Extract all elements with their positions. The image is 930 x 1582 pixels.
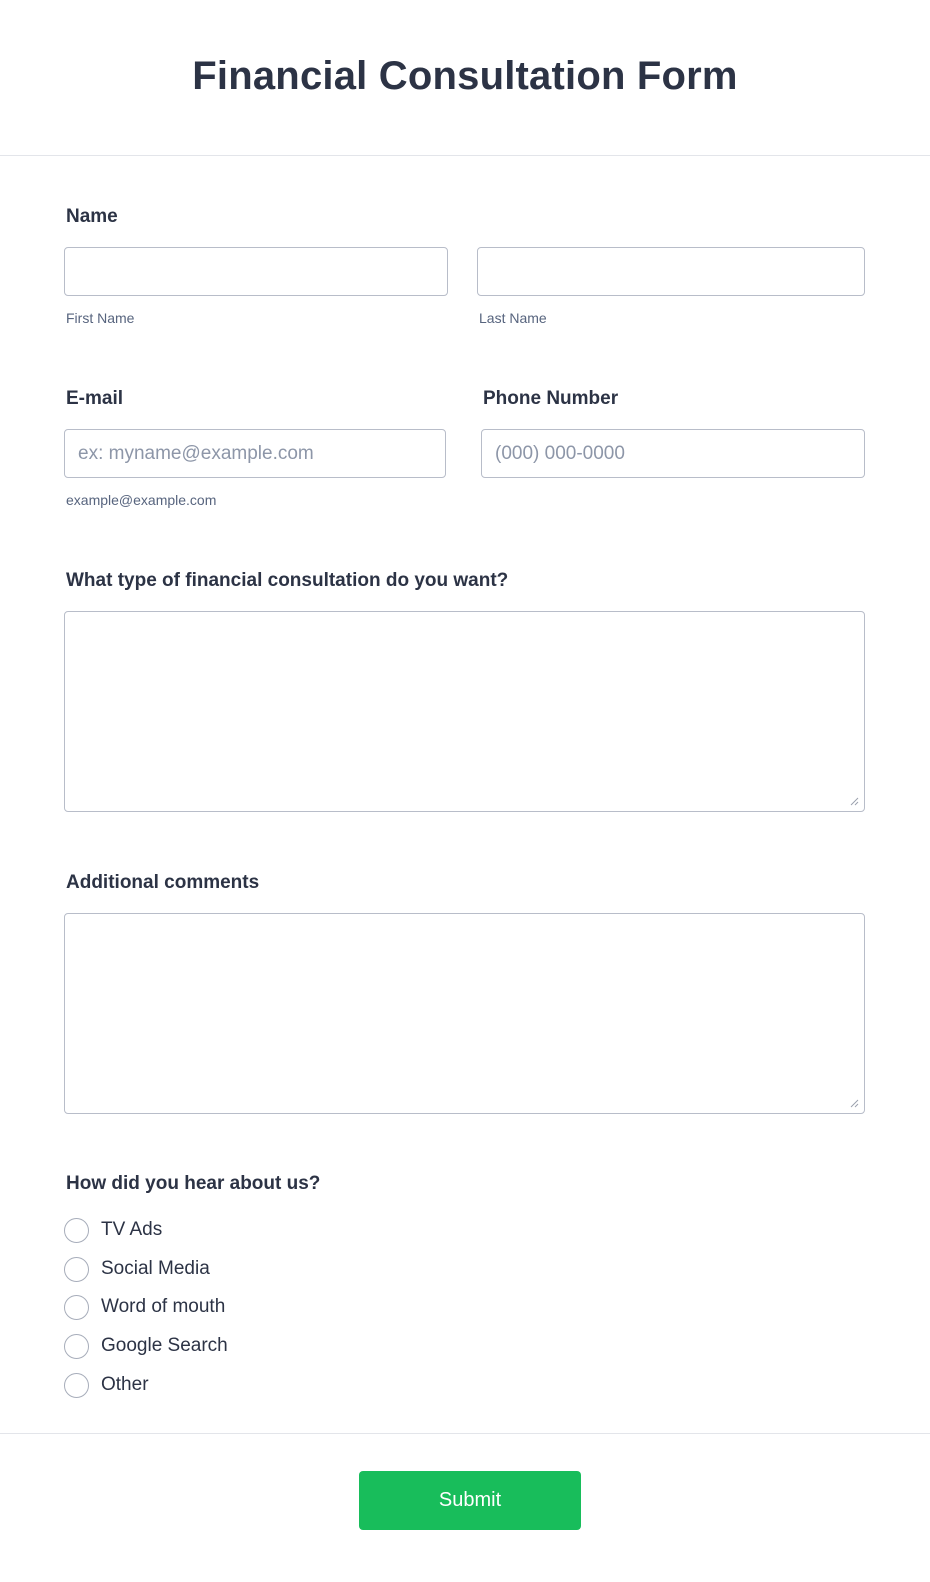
email-input[interactable] [64,429,446,478]
form-title: Financial Consultation Form [192,54,738,98]
first-name-sublabel: First Name [66,310,135,326]
phone-label: Phone Number [483,388,619,409]
radio-circle-icon[interactable] [64,1373,89,1398]
last-name-sublabel: Last Name [479,310,547,326]
consultation-type-textarea[interactable] [64,611,865,812]
form-header [0,0,930,156]
radio-option-label: TV Ads [101,1219,163,1240]
radio-circle-icon[interactable] [64,1334,89,1359]
referral-source-label: How did you hear about us? [66,1173,321,1194]
phone-input[interactable] [481,429,865,478]
radio-option-label: Other [101,1374,149,1395]
name-label: Name [66,206,118,227]
email-sublabel: example@example.com [66,492,217,508]
radio-option-label: Word of mouth [101,1296,226,1317]
radio-circle-icon[interactable] [64,1295,89,1320]
radio-circle-icon[interactable] [64,1218,89,1243]
radio-option-word-of-mouth[interactable] [64,1294,225,1320]
submit-button[interactable]: Submit [359,1471,581,1530]
last-name-input[interactable] [477,247,865,296]
radio-option-google-search[interactable] [64,1333,228,1359]
radio-option-tv-ads[interactable] [64,1217,162,1243]
radio-circle-icon[interactable] [64,1257,89,1282]
additional-comments-textarea[interactable] [64,913,865,1114]
radio-option-label: Google Search [101,1335,228,1356]
radio-option-label: Social Media [101,1258,210,1279]
radio-option-social-media[interactable] [64,1256,210,1282]
consultation-type-label: What type of financial consultation do you want? [66,570,509,591]
first-name-input[interactable] [64,247,448,296]
additional-comments-label: Additional comments [66,872,260,893]
email-label: E-mail [66,388,124,409]
radio-option-other[interactable] [64,1372,149,1398]
